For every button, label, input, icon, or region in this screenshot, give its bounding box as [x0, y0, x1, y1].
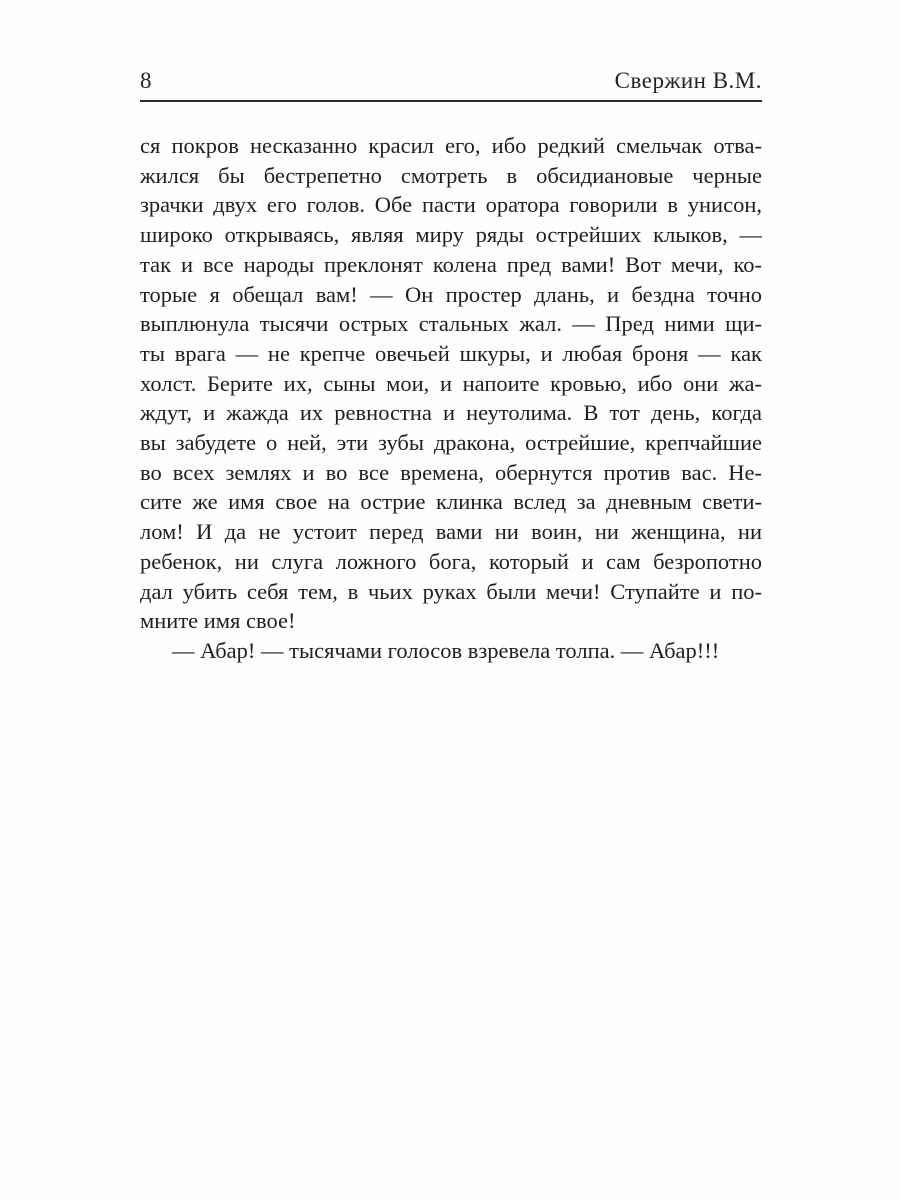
text-line: вы забудете о ней, эти зубы дракона, острейшие, крепчайшие — [140, 430, 762, 456]
text-line: дал убить себя тем, в чьих руках были мечи! Ступайте и по- — [140, 578, 762, 604]
running-title: Свержин В.М. — [614, 68, 762, 93]
text-line: широко открываясь, являя миру ряды острейших клыков, — — [140, 222, 762, 248]
text-line: ся покров несказанно красил его, ибо редкий смельчак отва- — [140, 133, 762, 158]
text-line: во всех землях и во все времена, обернутся против вас. Не- — [140, 459, 762, 485]
text-block — [140, 131, 762, 666]
book-page — [140, 0, 762, 1200]
text-line-paragraph-end: мните имя свое! — [140, 608, 296, 634]
text-line: холст. Берите их, сыны мои, и напоите кровью, ибо они жа- — [140, 370, 762, 396]
text-line: сите же имя свое на острие клинка вслед за дневным свети- — [140, 489, 762, 515]
text-line: так и все народы преклонят колена пред вами! Вот мечи, ко- — [140, 251, 762, 277]
text-line: торые я обещал вам! — Он простер длань, и бездна точно — [140, 281, 762, 307]
text-line: ребенок, ни слуга ложного бога, который и сам безропотно — [140, 548, 762, 574]
page-header — [140, 68, 762, 94]
text-line: выплюнула тысячи острых стальных жал. — Пред ними щи- — [140, 311, 762, 337]
text-line: ждут, и жажда их ревностна и неутолима. В тот день, когда — [140, 400, 762, 426]
text-line: ты врага — не крепче овечьей шкуры, и любая броня — как — [140, 340, 762, 366]
text-line: лом! И да не устоит перед вами ни воин, ни женщина, ни — [140, 519, 762, 545]
text-line-dialogue: — Абар! — тысячами голосов взревела толпа. — Абар!!! — [172, 637, 720, 663]
text-line: зрачки двух его голов. Обе пасти оратора говорили в унисон, — [140, 192, 762, 218]
header-rule — [140, 100, 762, 102]
text-line: жился бы бестрепетно смотреть в обсидиановые черные — [140, 162, 762, 188]
page-number: 8 — [140, 68, 152, 93]
